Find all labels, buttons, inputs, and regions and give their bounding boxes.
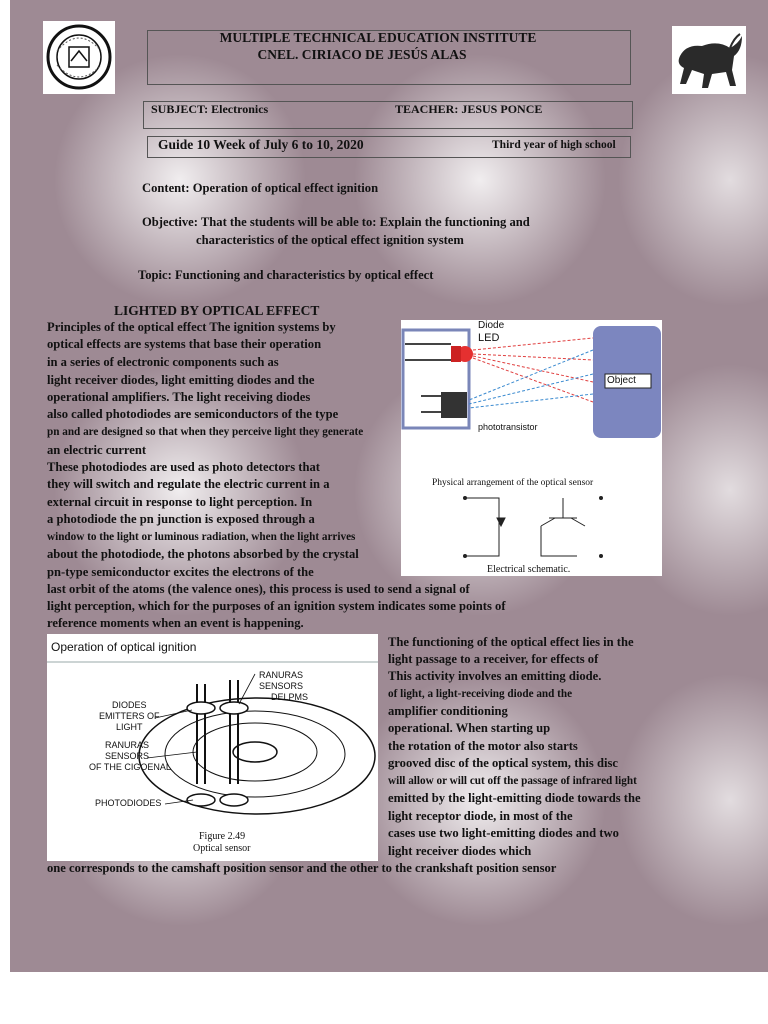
body-line: external circuit in response to light perception. In — [47, 495, 313, 509]
teacher-label: TEACHER: JESUS PONCE — [395, 102, 543, 116]
physical-arrangement-caption: Physical arrangement of the optical sensor — [432, 478, 594, 488]
year-label: Third year of high school — [492, 139, 616, 151]
optical-sensor-diagram — [401, 320, 662, 576]
body-line: about the photodiode, the photons absorbed by the crystal — [47, 547, 359, 561]
body-line: they will switch and regulate the electric current in a — [47, 477, 330, 491]
body-line: pn-type semiconductor excites the electrons of the — [47, 565, 314, 579]
body-line-right: operational. When starting up — [388, 721, 551, 735]
figure-title: Operation of optical ignition — [51, 640, 197, 654]
bull-logo — [672, 26, 746, 94]
diodes-emitters-label: DIODES EMITTERS OF LIGHT — [99, 700, 160, 732]
school-name: CNEL. CIRIACO DE JESÚS ALAS — [257, 47, 467, 62]
content-line: Content: Operation of optical effect ignition — [142, 181, 379, 195]
body-line-right: light receptor diode, in most of the — [388, 809, 573, 823]
electrical-schematic-caption: Electrical schematic. — [487, 564, 571, 575]
guide-label: Guide 10 Week of July 6 to 10, 2020 — [158, 137, 364, 152]
photodiodes-label: PHOTODIODES — [95, 798, 162, 808]
body-line-right: light passage to a receiver, for effects of — [388, 652, 599, 666]
body-line: window to the light or luminous radiation, when the light arrives — [47, 531, 356, 543]
optical-ignition-figure — [47, 634, 378, 861]
body-line-right: cases use two light-emitting diodes and two — [388, 826, 619, 840]
figure-caption-number: Figure 2.49 — [199, 831, 246, 842]
body-line: operational amplifiers. The light receiving diodes — [47, 390, 311, 404]
body-line-right: light receiver diodes which — [388, 844, 532, 858]
diode-label: Diode — [478, 320, 505, 331]
optical-sensor-figure — [401, 320, 662, 576]
body-line: Principles of the optical effect The ignition systems by — [47, 320, 336, 334]
body-line: optical effects are systems that base their operation — [47, 337, 322, 351]
subject-label: SUBJECT: Electronics — [151, 102, 269, 116]
led-label: LED — [478, 332, 500, 344]
body-line-right: The functioning of the optical effect lies in the — [388, 635, 634, 649]
body-line: These photodiodes are used as photo detectors that — [47, 460, 320, 474]
body-line: an electric current — [47, 443, 147, 457]
final-line: one corresponds to the camshaft position sensor and the other to the crankshaft position sensor — [47, 861, 557, 875]
body-line: pn and are designed so that when they perceive light they generate — [47, 426, 364, 438]
ranuras-label: RANURAS SENSORS DELPMS — [259, 670, 309, 702]
figure-caption-text: Optical sensor — [193, 843, 251, 854]
objective-line-1: Objective: That the students will be able to: Explain the functioning and — [142, 215, 530, 229]
body-line-right: of light, a light-receiving diode and the — [388, 688, 573, 700]
objective-line-2: characteristics of the optical effect ignition system — [196, 233, 464, 247]
topic-line: Topic: Functioning and characteristics by optical effect — [138, 268, 434, 282]
object-label: Object — [607, 375, 636, 386]
body-line-right: grooved disc of the optical system, this disc — [388, 756, 618, 770]
cigoenal-sensors-label: RANURAS SENSORS OF THE CIGOENAL — [89, 740, 171, 772]
body-line-right: amplifier conditioning — [388, 704, 508, 718]
body-line: also called photodiodes are semiconductors of the type — [47, 407, 339, 421]
institute-name: MULTIPLE TECHNICAL EDUCATION INSTITUTE — [219, 30, 537, 45]
body-line: a photodiode the pn junction is exposed through a — [47, 512, 315, 526]
body-line: last orbit of the atoms (the valence ones), this process is used to send a signal of — [47, 582, 470, 596]
body-line-right: This activity involves an emitting diode. — [388, 669, 602, 683]
body-line: in a series of electronic components such as — [47, 355, 279, 369]
body-line-right: emitted by the light-emitting diode towards the — [388, 791, 641, 805]
phototransistor-label: phototransistor — [478, 422, 538, 432]
body-line: light perception, which for the purposes of an ignition system indicates some points of — [47, 599, 506, 613]
body-line-right: will allow or will cut off the passage of infrared light — [388, 775, 637, 787]
body-line-right: the rotation of the motor also starts — [388, 739, 578, 753]
section-title: LIGHTED BY OPTICAL EFFECT — [114, 303, 320, 318]
institute-seal-logo — [43, 21, 115, 94]
body-line: light receiver diodes, light emitting diodes and the — [47, 373, 315, 387]
body-line: reference moments when an event is happening. — [47, 616, 304, 630]
